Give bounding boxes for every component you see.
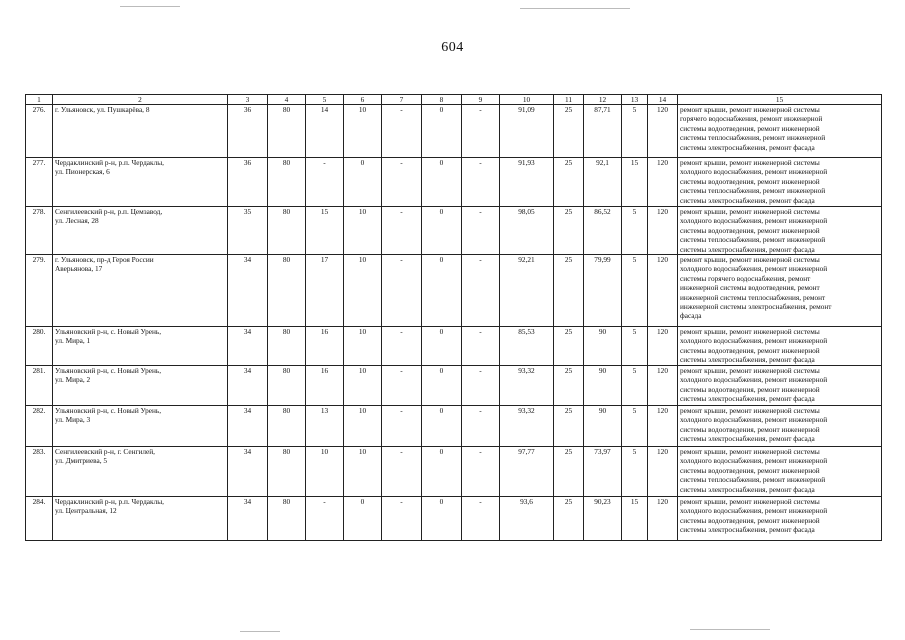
- works-line: системы теплоснабжения, ремонт инженерной: [680, 475, 826, 485]
- value-cell-10: 93,6: [500, 497, 554, 541]
- column-header-3: 3: [228, 95, 268, 105]
- value-cell-3: 34: [228, 406, 268, 447]
- value-cell-14: 120: [648, 366, 678, 406]
- works-line: системы электроснабжения, ремонт фасада: [680, 394, 815, 404]
- works-line: ремонт крыши, ремонт инженерной системы: [680, 105, 820, 114]
- works-line: холодного водоснабжения, ремонт инженерной: [680, 456, 828, 466]
- value-cell-5: 13: [306, 406, 344, 447]
- value-cell-3: 36: [228, 105, 268, 158]
- value-cell-8: 0: [422, 366, 462, 406]
- address-line: Аверьянова, 17: [55, 264, 103, 274]
- works-line: ремонт крыши, ремонт инженерной системы: [680, 406, 820, 416]
- address-cell: [53, 406, 228, 447]
- works-line: системы электроснабжения, ремонт фасада: [680, 484, 815, 494]
- page-number: 604: [441, 40, 464, 55]
- works-line: горячего водоснабжения, ремонт инженерной: [680, 114, 823, 124]
- value-cell-9: -: [462, 447, 500, 497]
- value-cell-7: -: [382, 447, 422, 497]
- address-cell: [53, 255, 228, 327]
- column-header-15: 15: [678, 95, 882, 105]
- address-cell: [53, 207, 228, 255]
- value-cell-10: 98,05: [500, 207, 554, 255]
- value-cell-14: 120: [648, 105, 678, 158]
- works-cell: [678, 105, 882, 158]
- address-line: Чердаклинский р-н, р.п. Чердаклы,: [55, 497, 164, 507]
- works-line: системы теплоснабжения, ремонт инженерной: [680, 186, 826, 196]
- works-line: холодного водоснабжения, ремонт инженерной: [680, 167, 828, 177]
- address-line: Чердаклинский р-н, р.п. Чердаклы,: [55, 158, 164, 167]
- value-cell-4: 80: [268, 366, 306, 406]
- value-cell-8: 0: [422, 447, 462, 497]
- value-cell-8: 0: [422, 255, 462, 327]
- value-cell-9: -: [462, 207, 500, 255]
- value-cell-9: -: [462, 497, 500, 541]
- value-cell-7: -: [382, 366, 422, 406]
- works-cell: [678, 406, 882, 447]
- value-cell-13: 5: [622, 327, 648, 366]
- works-cell: [678, 366, 882, 406]
- value-cell-4: 80: [268, 255, 306, 327]
- row-number: 283.: [26, 447, 53, 497]
- repair-program-table: [25, 94, 882, 541]
- value-cell-9: -: [462, 158, 500, 207]
- value-cell-3: 36: [228, 158, 268, 207]
- address-line: Сенгилеевский р-н, р.п. Цемзавод,: [55, 207, 163, 216]
- value-cell-7: -: [382, 105, 422, 158]
- works-line: системы водоотведения, ремонт инженерной: [680, 424, 820, 434]
- value-cell-13: 15: [622, 158, 648, 207]
- works-line: системы водоотведения, ремонт инженерной: [680, 465, 820, 475]
- table-row: [26, 327, 882, 366]
- value-cell-4: 80: [268, 207, 306, 255]
- works-cell: [678, 497, 882, 541]
- column-header-13: 13: [622, 95, 648, 105]
- value-cell-3: 34: [228, 327, 268, 366]
- column-header-9: 9: [462, 95, 500, 105]
- value-cell-10: 85,53: [500, 327, 554, 366]
- value-cell-12: 79,99: [584, 255, 622, 327]
- column-number-row: [26, 95, 882, 105]
- value-cell-7: -: [382, 497, 422, 541]
- value-cell-10: 93,32: [500, 366, 554, 406]
- value-cell-11: 25: [554, 105, 584, 158]
- value-cell-13: 5: [622, 207, 648, 255]
- works-cell: [678, 327, 882, 366]
- value-cell-11: 25: [554, 158, 584, 207]
- table-row: [26, 207, 882, 255]
- address-cell: [53, 366, 228, 406]
- value-cell-11: 25: [554, 497, 584, 541]
- works-line: инженерной системы электроснабжения, ремонт: [680, 302, 832, 312]
- works-cell: [678, 207, 882, 255]
- works-line: холодного водоснабжения, ремонт инженерной: [680, 415, 828, 425]
- value-cell-3: 34: [228, 497, 268, 541]
- address-cell: [53, 327, 228, 366]
- row-number: 282.: [26, 406, 53, 447]
- address-cell: [53, 497, 228, 541]
- value-cell-13: 5: [622, 447, 648, 497]
- works-line: инженерной системы водоотведения, ремонт: [680, 283, 820, 293]
- row-number: 281.: [26, 366, 53, 406]
- value-cell-13: 5: [622, 406, 648, 447]
- value-cell-8: 0: [422, 158, 462, 207]
- table-row: [26, 447, 882, 497]
- row-number: 277.: [26, 158, 53, 207]
- column-header-1: 1: [26, 95, 53, 105]
- works-line: холодного водоснабжения, ремонт инженерной: [680, 264, 828, 274]
- value-cell-6: 10: [344, 406, 382, 447]
- value-cell-11: 25: [554, 366, 584, 406]
- value-cell-13: 5: [622, 255, 648, 327]
- value-cell-6: 10: [344, 327, 382, 366]
- column-header-5: 5: [306, 95, 344, 105]
- value-cell-7: -: [382, 406, 422, 447]
- address-cell: [53, 447, 228, 497]
- column-header-4: 4: [268, 95, 306, 105]
- table-row: [26, 497, 882, 541]
- works-line: системы водоотведения, ремонт инженерной: [680, 384, 820, 394]
- value-cell-14: 120: [648, 497, 678, 541]
- value-cell-6: 10: [344, 105, 382, 158]
- value-cell-8: 0: [422, 406, 462, 447]
- value-cell-11: 25: [554, 406, 584, 447]
- value-cell-4: 80: [268, 447, 306, 497]
- value-cell-6: 0: [344, 497, 382, 541]
- value-cell-7: -: [382, 207, 422, 255]
- works-line: системы электроснабжения, ремонт фасада: [680, 244, 815, 254]
- value-cell-11: 25: [554, 327, 584, 366]
- value-cell-14: 120: [648, 207, 678, 255]
- address-line: ул. Центральная, 12: [55, 506, 117, 516]
- value-cell-7: -: [382, 255, 422, 327]
- value-cell-8: 0: [422, 105, 462, 158]
- value-cell-9: -: [462, 105, 500, 158]
- row-number: 276.: [26, 105, 53, 158]
- works-line: холодного водоснабжения, ремонт инженерной: [680, 506, 828, 516]
- works-line: фасада: [680, 311, 702, 321]
- works-line: системы горячего водоснабжения, ремонт: [680, 273, 811, 283]
- table-row: [26, 105, 882, 158]
- works-line: системы электроснабжения, ремонт фасада: [680, 434, 815, 444]
- address-line: ул. Дмитриева, 5: [55, 456, 108, 466]
- value-cell-5: 16: [306, 366, 344, 406]
- column-header-12: 12: [584, 95, 622, 105]
- works-line: холодного водоснабжения, ремонт инженерной: [680, 216, 828, 226]
- value-cell-4: 80: [268, 497, 306, 541]
- works-line: системы водоотведения, ремонт инженерной: [680, 123, 820, 133]
- works-line: системы водоотведения, ремонт инженерной: [680, 225, 820, 235]
- value-cell-5: 17: [306, 255, 344, 327]
- value-cell-12: 87,71: [584, 105, 622, 158]
- row-number: 278.: [26, 207, 53, 255]
- works-cell: [678, 447, 882, 497]
- scan-artifact: [240, 631, 280, 632]
- value-cell-6: 10: [344, 207, 382, 255]
- works-line: ремонт крыши, ремонт инженерной системы: [680, 497, 820, 507]
- value-cell-14: 120: [648, 406, 678, 447]
- value-cell-6: 10: [344, 255, 382, 327]
- value-cell-11: 25: [554, 207, 584, 255]
- address-line: ул. Мира, 3: [55, 415, 91, 425]
- value-cell-10: 92,21: [500, 255, 554, 327]
- value-cell-5: 15: [306, 207, 344, 255]
- works-line: системы электроснабжения, ремонт фасада: [680, 355, 815, 365]
- works-line: системы водоотведения, ремонт инженерной: [680, 515, 820, 525]
- works-line: ремонт крыши, ремонт инженерной системы: [680, 327, 820, 337]
- value-cell-3: 34: [228, 447, 268, 497]
- table-row: [26, 406, 882, 447]
- address-line: Ульяновский р-н, с. Новый Урень,: [55, 327, 162, 337]
- column-header-2: 2: [53, 95, 228, 105]
- value-cell-7: -: [382, 158, 422, 207]
- works-line: системы электроснабжения, ремонт фасада: [680, 525, 815, 535]
- works-line: инженерной системы теплоснабжения, ремонт: [680, 292, 826, 302]
- value-cell-7: -: [382, 327, 422, 366]
- value-cell-12: 90: [584, 366, 622, 406]
- value-cell-4: 80: [268, 158, 306, 207]
- value-cell-9: -: [462, 327, 500, 366]
- works-line: системы водоотведения, ремонт инженерной: [680, 345, 820, 355]
- row-number: 284.: [26, 497, 53, 541]
- works-line: системы электроснабжения, ремонт фасада: [680, 195, 815, 205]
- value-cell-14: 120: [648, 255, 678, 327]
- address-line: Сенгилеевский р-н, г. Сенгилей,: [55, 447, 155, 457]
- works-line: системы водоотведения, ремонт инженерной: [680, 176, 820, 186]
- value-cell-3: 34: [228, 255, 268, 327]
- works-line: системы электроснабжения, ремонт фасада: [680, 142, 815, 152]
- column-header-14: 14: [648, 95, 678, 105]
- value-cell-12: 90: [584, 327, 622, 366]
- row-number: 279.: [26, 255, 53, 327]
- address-line: г. Ульяновск, ул. Пушкарёва, 8: [55, 105, 150, 114]
- value-cell-5: 10: [306, 447, 344, 497]
- address-cell: [53, 158, 228, 207]
- address-line: ул. Мира, 2: [55, 375, 91, 385]
- value-cell-12: 92,1: [584, 158, 622, 207]
- works-cell: [678, 158, 882, 207]
- value-cell-5: -: [306, 497, 344, 541]
- value-cell-10: 91,09: [500, 105, 554, 158]
- value-cell-14: 120: [648, 447, 678, 497]
- address-line: ул. Мира, 1: [55, 336, 91, 346]
- value-cell-8: 0: [422, 207, 462, 255]
- value-cell-5: 16: [306, 327, 344, 366]
- works-line: системы теплоснабжения, ремонт инженерной: [680, 133, 826, 143]
- value-cell-4: 80: [268, 406, 306, 447]
- table-row: [26, 366, 882, 406]
- address-line: ул. Лесная, 28: [55, 216, 99, 226]
- value-cell-6: 10: [344, 366, 382, 406]
- value-cell-3: 34: [228, 366, 268, 406]
- works-line: ремонт крыши, ремонт инженерной системы: [680, 366, 820, 376]
- value-cell-12: 90,23: [584, 497, 622, 541]
- value-cell-4: 80: [268, 327, 306, 366]
- column-header-11: 11: [554, 95, 584, 105]
- value-cell-10: 93,32: [500, 406, 554, 447]
- scan-artifact: [120, 6, 180, 7]
- value-cell-13: 5: [622, 105, 648, 158]
- table-row: [26, 158, 882, 207]
- value-cell-5: -: [306, 158, 344, 207]
- address-cell: [53, 105, 228, 158]
- value-cell-4: 80: [268, 105, 306, 158]
- scan-artifact: [690, 629, 770, 630]
- value-cell-10: 97,77: [500, 447, 554, 497]
- value-cell-10: 91,93: [500, 158, 554, 207]
- value-cell-3: 35: [228, 207, 268, 255]
- address-line: Ульяновский р-н, с. Новый Урень,: [55, 406, 162, 416]
- works-line: холодного водоснабжения, ремонт инженерной: [680, 375, 828, 385]
- value-cell-13: 5: [622, 366, 648, 406]
- column-header-8: 8: [422, 95, 462, 105]
- column-header-7: 7: [382, 95, 422, 105]
- value-cell-12: 90: [584, 406, 622, 447]
- works-line: ремонт крыши, ремонт инженерной системы: [680, 447, 820, 457]
- address-line: г. Ульяновск, пр-д Героя России: [55, 255, 154, 265]
- value-cell-9: -: [462, 255, 500, 327]
- works-line: ремонт крыши, ремонт инженерной системы: [680, 158, 820, 167]
- value-cell-11: 25: [554, 255, 584, 327]
- works-line: ремонт крыши, ремонт инженерной системы: [680, 255, 820, 265]
- value-cell-12: 86,52: [584, 207, 622, 255]
- works-cell: [678, 255, 882, 327]
- value-cell-13: 15: [622, 497, 648, 541]
- value-cell-8: 0: [422, 327, 462, 366]
- works-line: холодного водоснабжения, ремонт инженерной: [680, 336, 828, 346]
- value-cell-9: -: [462, 406, 500, 447]
- works-line: ремонт крыши, ремонт инженерной системы: [680, 207, 820, 216]
- column-header-10: 10: [500, 95, 554, 105]
- address-line: ул. Пионерская, 6: [55, 167, 110, 177]
- value-cell-9: -: [462, 366, 500, 406]
- value-cell-6: 10: [344, 447, 382, 497]
- column-header-6: 6: [344, 95, 382, 105]
- value-cell-5: 14: [306, 105, 344, 158]
- value-cell-11: 25: [554, 447, 584, 497]
- value-cell-8: 0: [422, 497, 462, 541]
- row-number: 280.: [26, 327, 53, 366]
- value-cell-14: 120: [648, 158, 678, 207]
- value-cell-6: 0: [344, 158, 382, 207]
- address-line: Ульяновский р-н, с. Новый Урень,: [55, 366, 162, 376]
- works-line: системы теплоснабжения, ремонт инженерной: [680, 235, 826, 245]
- value-cell-12: 73,97: [584, 447, 622, 497]
- table-row: [26, 255, 882, 327]
- value-cell-14: 120: [648, 327, 678, 366]
- scan-artifact: [520, 8, 630, 9]
